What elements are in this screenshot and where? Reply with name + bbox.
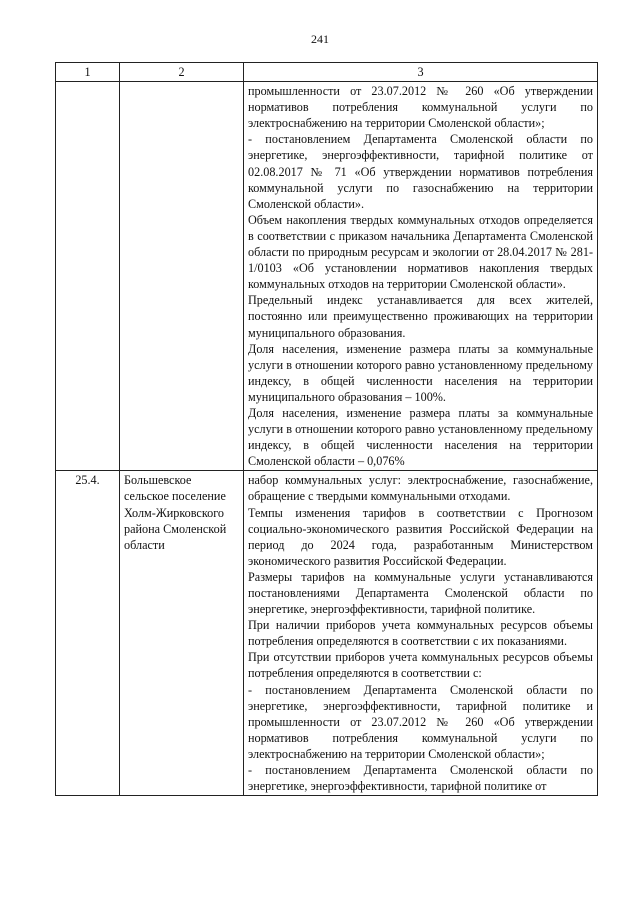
paragraph: Доля населения, изменение размера платы за коммунальные услуги в отношении которого равно установленному предельному индексу, в общей численности населения на территории муниципального образования – 100%. [248, 341, 593, 404]
paragraph: - постановлением Департамента Смоленской области по энергетике, энергоэффективности, тарифной политике от 02.08.2017 № 71 «Об утверждении нормативов потребления коммунальной услуги по газоснабжению на территории Смоленской области». [248, 132, 593, 211]
column-header-2: 2 [120, 63, 244, 82]
paragraph: Предельный индекс устанавливается для всех жителей, постоянно или преимущественно проживающих на территории муниципального образования. [248, 293, 593, 340]
paragraph: При наличии приборов учета коммунальных ресурсов объемы потребления определяются в соответствии с их показаниями. [248, 618, 593, 649]
paragraph: промышленности от 23.07.2012 № 260 «Об утверждении нормативов потребления коммунальной услуги по электроснабжению на территории Смоленской области»; [248, 84, 593, 131]
row-description [244, 471, 598, 796]
table-row [56, 82, 598, 471]
paragraph: При отсутствии приборов учета коммунальных ресурсов объемы потребления определяются в соответствии с: [248, 650, 593, 681]
paragraph: Темпы изменения тарифов в соответствии с Прогнозом социально-экономического развития Российской Федерации на период до 2024 года, разработанным Министерством экономического развития Российской Федерации. [248, 505, 593, 568]
municipality-name: Большевское сельское поселение Холм-Жирковского района Смоленской области [120, 471, 244, 796]
municipality-name [120, 82, 244, 471]
column-header-1: 1 [56, 63, 120, 82]
row-description [244, 82, 598, 471]
paragraph: Размеры тарифов на коммунальные услуги устанавливаются постановлениями Департамента Смоленской области по энергетике, энергоэффективности, тарифной политике. [248, 569, 593, 617]
document-table [55, 62, 598, 796]
row-number: 25.4. [56, 471, 120, 796]
column-header-3: 3 [244, 63, 598, 82]
paragraph: набор коммунальных услуг: электроснабжение, газоснабжение, обращение с твердыми коммунальными отходами. [248, 473, 593, 504]
paragraph: - постановлением Департамента Смоленской области по энергетике, энергоэффективности, тарифной политике от [248, 763, 593, 794]
row-number [56, 82, 120, 471]
table-row [56, 471, 598, 796]
page-number: 241 [311, 32, 329, 46]
table-header-row [56, 63, 598, 82]
paragraph: - постановлением Департамента Смоленской области по энергетике, энергоэффективности, тарифной политике и промышленности от 23.07.2012 № 260 «Об утверждении нормативов потребления коммунальной услуги по электроснабжению на территории Смоленской области»; [248, 682, 593, 761]
paragraph: Объем накопления твердых коммунальных отходов определяется в соответствии с приказом начальника Департамента Смоленской области по природным ресурсам и экологии от 28.04.2017 № 281-1/0103 «Об установлении нормативов накопления твердых коммунальных отходов на территории Смоленской области». [248, 212, 593, 292]
paragraph: Доля населения, изменение размера платы за коммунальные услуги в отношении которого равно установленному предельному индексу, в общей численности населения на территории Смоленской области – 0,076% [248, 405, 593, 469]
